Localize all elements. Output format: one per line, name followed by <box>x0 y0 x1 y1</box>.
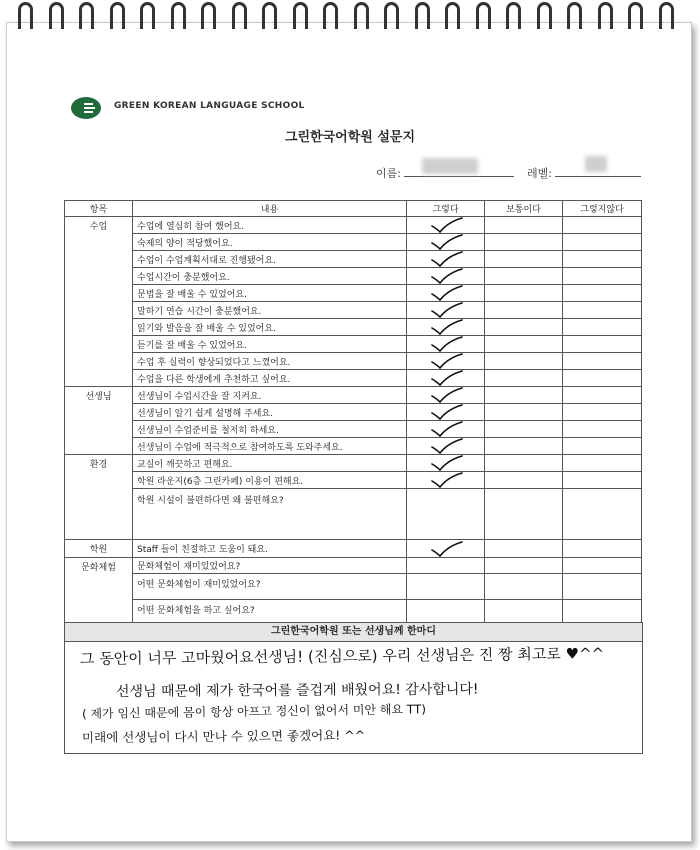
question-cell: 어떤 문화체험을 하고 싶어요? <box>133 600 407 626</box>
table-row <box>65 234 642 251</box>
name-field <box>376 164 514 181</box>
table-row <box>65 489 642 540</box>
table-row <box>65 285 642 302</box>
disagree-cell[interactable] <box>563 234 642 251</box>
binding-ring <box>79 2 94 29</box>
neutral-cell[interactable] <box>485 387 563 404</box>
agree-cell[interactable] <box>407 353 485 370</box>
disagree-cell[interactable] <box>563 438 642 455</box>
question-cell: 듣기를 잘 배울 수 있었어요. <box>133 336 407 353</box>
agree-cell[interactable] <box>407 370 485 387</box>
comment-line-2: 선생님 때문에 제가 한국어를 즐겁게 배웠어요! 감사합니다! <box>115 681 479 700</box>
question-cell: 문법을 잘 배울 수 있었어요. <box>133 285 407 302</box>
neutral-cell[interactable] <box>485 438 563 455</box>
agree-cell[interactable] <box>407 455 485 472</box>
binding-ring <box>49 2 64 29</box>
binding-ring <box>445 2 460 29</box>
binding-ring <box>262 2 277 29</box>
disagree-cell[interactable] <box>563 251 642 268</box>
category-cell: 문화체험 <box>65 558 133 626</box>
question-cell: 숙제의 양이 적당했어요. <box>133 234 407 251</box>
question-cell: 수업이 수업계획서대로 진행됐어요. <box>133 251 407 268</box>
redacted-level <box>585 156 607 172</box>
neutral-cell[interactable] <box>485 370 563 387</box>
disagree-cell[interactable] <box>563 421 642 438</box>
question-cell: Staff 들이 친절하고 도움이 돼요. <box>133 540 407 558</box>
neutral-cell[interactable] <box>485 234 563 251</box>
question-cell: 선생님이 수업준비를 철저히 하세요. <box>133 421 407 438</box>
table-row <box>65 319 642 336</box>
binding-ring <box>18 2 33 29</box>
survey-table <box>64 200 642 626</box>
question-cell: 수업 후 실력이 향상되었다고 느꼈어요. <box>133 353 407 370</box>
checkmark-icon <box>428 541 464 557</box>
comment-heading: 그린한국어학원 또는 선생님께 한마디 <box>64 622 643 642</box>
neutral-cell[interactable] <box>485 455 563 472</box>
question-cell: 교실이 깨끗하고 편해요. <box>133 455 407 472</box>
header-disagree: 그렇지않다 <box>563 201 642 217</box>
table-row <box>65 558 642 574</box>
disagree-cell[interactable] <box>563 489 642 540</box>
question-cell: 수업시간이 충분했어요. <box>133 268 407 285</box>
agree-cell[interactable] <box>407 387 485 404</box>
neutral-cell[interactable] <box>485 421 563 438</box>
binding-ring <box>293 2 308 29</box>
binding-ring <box>567 2 582 29</box>
question-cell: 선생님이 수업시간을 잘 지켜요. <box>133 387 407 404</box>
agree-cell[interactable] <box>407 268 485 285</box>
school-logo-icon <box>70 96 108 120</box>
header-agree: 그렇다 <box>407 201 485 217</box>
disagree-cell[interactable] <box>563 387 642 404</box>
question-cell: 수업에 열심히 참여 했어요. <box>133 217 407 234</box>
neutral-cell[interactable] <box>485 472 563 489</box>
binding-ring <box>354 2 369 29</box>
disagree-cell[interactable] <box>563 574 642 600</box>
checkmark-icon <box>428 370 464 386</box>
header-category: 항목 <box>65 201 133 217</box>
table-row <box>65 404 642 421</box>
checkmark-icon <box>428 336 464 352</box>
binding-ring <box>110 2 125 29</box>
neutral-cell[interactable] <box>485 489 563 540</box>
agree-cell[interactable] <box>407 438 485 455</box>
checkmark-icon <box>428 251 464 267</box>
question-cell: 읽기와 발음을 잘 배울 수 있었어요. <box>133 319 407 336</box>
disagree-cell[interactable] <box>563 404 642 421</box>
disagree-cell[interactable] <box>563 370 642 387</box>
question-cell: 선생님이 수업에 적극적으로 참여하도록 도와주세요. <box>133 438 407 455</box>
neutral-cell[interactable] <box>485 404 563 421</box>
neutral-cell[interactable] <box>485 285 563 302</box>
binding-ring <box>415 2 430 29</box>
disagree-cell[interactable] <box>563 217 642 234</box>
neutral-cell[interactable] <box>485 353 563 370</box>
table-row <box>65 421 642 438</box>
neutral-cell[interactable] <box>485 217 563 234</box>
checkmark-icon <box>428 438 464 454</box>
agree-cell[interactable] <box>407 489 485 540</box>
table-header-row <box>65 201 642 217</box>
agree-cell[interactable] <box>407 421 485 438</box>
question-cell: 선생님이 알기 쉽게 설명해 주세요. <box>133 404 407 421</box>
question-cell: 어떤 문화체험이 재미있었어요? <box>133 574 407 600</box>
table-row <box>65 251 642 268</box>
neutral-cell[interactable] <box>485 319 563 336</box>
table-row <box>65 353 642 370</box>
binding-ring <box>384 2 399 29</box>
table-row <box>65 574 642 600</box>
table-row <box>65 472 642 489</box>
question-cell: 학원 시설이 불편하다면 왜 불편해요? <box>133 489 407 540</box>
neutral-cell[interactable] <box>485 251 563 268</box>
school-name: GREEN KOREAN LANGUAGE SCHOOL <box>114 101 305 111</box>
redacted-name <box>422 158 478 174</box>
table-row <box>65 387 642 404</box>
agree-cell[interactable] <box>407 574 485 600</box>
checkmark-icon <box>428 319 464 335</box>
question-cell: 수업을 다른 학생에게 추천하고 싶어요. <box>133 370 407 387</box>
disagree-cell[interactable] <box>563 558 642 574</box>
checkmark-icon <box>428 472 464 488</box>
table-row <box>65 268 642 285</box>
question-cell: 학원 라운지(6층 그린카페) 이용이 편해요. <box>133 472 407 489</box>
binding-ring <box>171 2 186 29</box>
name-label: 이름: <box>376 167 401 180</box>
agree-cell[interactable] <box>407 540 485 558</box>
table-row <box>65 370 642 387</box>
agree-cell[interactable] <box>407 251 485 268</box>
checkmark-icon <box>428 353 464 369</box>
agree-cell[interactable] <box>407 558 485 574</box>
binding-ring <box>232 2 247 29</box>
disagree-cell[interactable] <box>563 353 642 370</box>
binding-ring <box>323 2 338 29</box>
table-row <box>65 217 642 234</box>
binding-ring <box>201 2 216 29</box>
disagree-cell[interactable] <box>563 455 642 472</box>
table-row <box>65 336 642 353</box>
agree-cell[interactable] <box>407 285 485 302</box>
agree-cell[interactable] <box>407 472 485 489</box>
disagree-cell[interactable] <box>563 472 642 489</box>
checkmark-icon <box>428 302 464 318</box>
table-row <box>65 438 642 455</box>
category-cell: 수업 <box>65 217 133 387</box>
page-title: 그린한국어학원 설문지 <box>284 130 416 145</box>
checkmark-icon <box>428 421 464 437</box>
binding-ring <box>140 2 155 29</box>
disagree-cell[interactable] <box>563 285 642 302</box>
binding-ring <box>628 2 643 29</box>
checkmark-icon <box>428 455 464 471</box>
level-field <box>527 164 641 181</box>
binding-ring <box>537 2 552 29</box>
neutral-cell[interactable] <box>485 268 563 285</box>
disagree-cell[interactable] <box>563 336 642 353</box>
table-row <box>65 540 642 558</box>
header-neutral: 보통이다 <box>485 201 563 217</box>
checkmark-icon <box>428 217 464 233</box>
disagree-cell[interactable] <box>563 540 642 558</box>
neutral-cell[interactable] <box>485 558 563 574</box>
agree-cell[interactable] <box>407 234 485 251</box>
binding-ring <box>659 2 674 29</box>
question-cell: 말하기 연습 시간이 충분했어요. <box>133 302 407 319</box>
disagree-cell[interactable] <box>563 268 642 285</box>
category-cell: 선생님 <box>65 387 133 455</box>
neutral-cell[interactable] <box>485 540 563 558</box>
category-cell: 환경 <box>65 455 133 540</box>
disagree-cell[interactable] <box>563 319 642 336</box>
neutral-cell[interactable] <box>485 336 563 353</box>
neutral-cell[interactable] <box>485 302 563 319</box>
checkmark-icon <box>428 387 464 403</box>
table-row <box>65 455 642 472</box>
header-content: 내용 <box>133 201 407 217</box>
agree-cell[interactable] <box>407 404 485 421</box>
agree-cell[interactable] <box>407 302 485 319</box>
neutral-cell[interactable] <box>485 574 563 600</box>
level-label: 레벨: <box>527 167 552 180</box>
binding-ring <box>506 2 521 29</box>
comment-line-1: 그 동안이 너무 고마웠어요선생님! (진심으로) 우리 선생님은 진 짱 최고로 ♥^^ <box>79 644 605 668</box>
question-cell: 문화체험이 재미있었어요? <box>133 558 407 574</box>
binding-ring <box>476 2 491 29</box>
binding-ring <box>598 2 613 29</box>
checkmark-icon <box>428 404 464 420</box>
agree-cell[interactable] <box>407 319 485 336</box>
checkmark-icon <box>428 268 464 284</box>
checkmark-icon <box>428 285 464 301</box>
table-row <box>65 302 642 319</box>
category-cell: 학원 <box>65 540 133 558</box>
agree-cell[interactable] <box>407 217 485 234</box>
spiral-binding <box>18 0 688 34</box>
checkmark-icon <box>428 234 464 250</box>
disagree-cell[interactable] <box>563 302 642 319</box>
comment-line-4: 미래에 선생님이 다시 만나 수 있으면 좋겠어요! ^^ <box>81 727 366 745</box>
agree-cell[interactable] <box>407 336 485 353</box>
comment-line-3: ( 제가 임신 때문에 몸이 항상 아프고 정신이 없어서 미안 해요 TT) <box>81 702 427 721</box>
